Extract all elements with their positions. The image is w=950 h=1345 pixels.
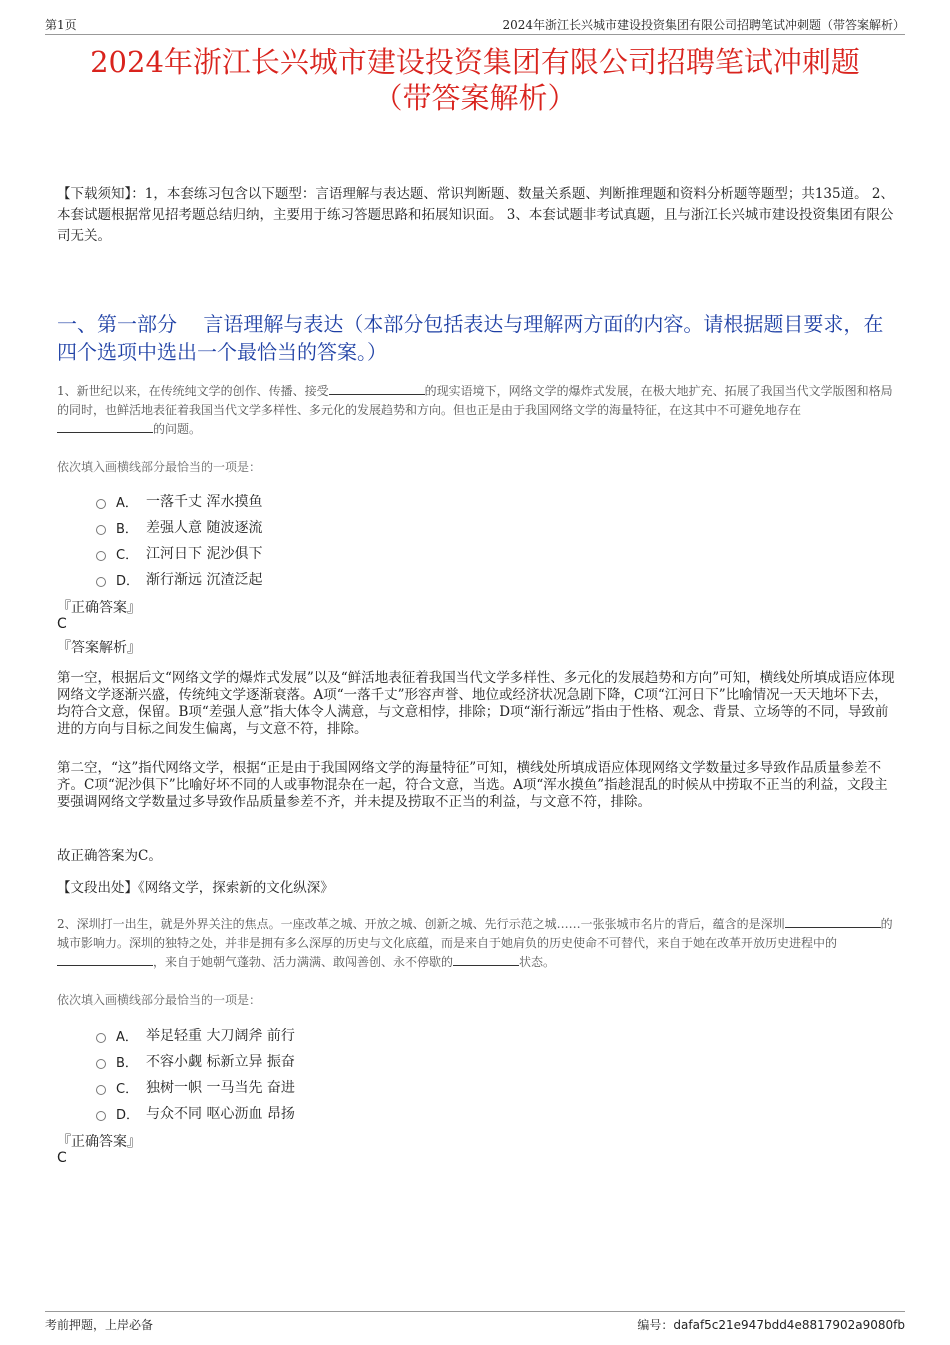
- radio-icon[interactable]: [96, 1111, 106, 1121]
- blank-line: [329, 382, 425, 395]
- radio-icon[interactable]: [96, 525, 106, 535]
- title-line-1: 2024年浙江长兴城市建设投资集团有限公司招聘笔试冲刺题: [90, 45, 860, 79]
- document-title: [40, 44, 910, 116]
- analysis-paragraph-2: 第二空，“这”指代网络文学，根据“正是由于我国网络文学的海量特征”可知，横线处所填成语应体现网络文学数量过多导致作品质量参差不齐。C项“泥沙俱下”比喻好坏不同的人或事物混杂在一起，符合文意，当选。A项“浑水摸鱼”指趁混乱的时候从中捞取不正当的利益，文段主要强调网络文学数量过多导致作品质量参差不齐，并未提及捞取不正当的利益，与文意不符，排除。: [57, 760, 888, 810]
- document-code: 编号：dafaf5c21e947bdd4e8817902a9080fb: [637, 1318, 905, 1332]
- text-source: 【文段出处】《网络文学，探索新的文化纵深》: [57, 880, 334, 896]
- analysis-paragraph-1: 第一空，根据后文“网络文学的爆炸式发展”以及“鲜活地表征着我国当代文学多样性、多元化的发展趋势和方向”可知，横线处所填成语应体现网络文学逐渐兴盛，传统纯文学逐渐衰落。A项“一落千丈”形容声誉、地位或经济状况急剧下降，C项“江河日下”比喻情况一天天地坏下去，均符合文意，保留。B项“差强人意”指大体令人满意，与文意相悖，排除；D项“渐行渐远”指由于性格、观念、背景、立场等的不同，导致前进的方向与目标之间发生偏离，与文意不符，排除。: [57, 670, 895, 737]
- page-number: 第1页: [45, 18, 77, 32]
- question-2-prompt: 依次填入画横线部分最恰当的一项是：: [57, 993, 262, 1007]
- analysis-conclusion: 故正确答案为C。: [57, 848, 162, 864]
- question-2-stem: 2、深圳打一出生，就是外界关注的焦点。一座改革之城、开放之城、创新之城、先行示范之城……一张张城市名片的背后，蕴含的是深圳 的城市影响力。深圳的独特之处，并非是拥有多么深厚的历史与文化底蕴，而是来自于她肩负的历史使命不可替代，来自于她在改革开放历史进程中的，来自于她朝气蓬勃、活力满满、敢闯善创、永不停歇的 状态。: [57, 917, 893, 969]
- option-d[interactable]: D． 与众不同 呕心沥血 昂扬: [96, 1100, 295, 1126]
- blank-line: [57, 420, 153, 433]
- section-heading: 一、第一部分 言语理解与表达（本部分包括表达与理解两方面的内容。请根据题目要求，在四个选项中选出一个最恰当的答案。）: [57, 312, 884, 364]
- option-b[interactable]: B． 差强人意 随波逐流: [96, 514, 262, 540]
- option-a[interactable]: A． 举足轻重 大刀阔斧 前行: [96, 1022, 295, 1048]
- question-2-options: [96, 1022, 295, 1126]
- option-c[interactable]: C． 江河日下 泥沙俱下: [96, 540, 262, 566]
- radio-icon[interactable]: [96, 499, 106, 509]
- option-d[interactable]: D． 渐行渐远 沉渣泛起: [96, 566, 262, 592]
- answer-value: C: [57, 1150, 67, 1166]
- radio-icon[interactable]: [96, 1033, 106, 1043]
- blank-line: [453, 953, 519, 966]
- question-1-options: [96, 488, 262, 592]
- title-line-2: （带答案解析）: [373, 81, 577, 115]
- radio-icon[interactable]: [96, 577, 106, 587]
- radio-icon[interactable]: [96, 551, 106, 561]
- answer-label: 『正确答案』: [57, 1134, 141, 1150]
- header-title: 2024年浙江长兴城市建设投资集团有限公司招聘笔试冲刺题（带答案解析）: [502, 18, 905, 32]
- page-footer: [45, 1311, 905, 1334]
- radio-icon[interactable]: [96, 1059, 106, 1069]
- option-b[interactable]: B． 不容小觑 标新立异 振奋: [96, 1048, 295, 1074]
- option-a[interactable]: A． 一落千丈 浑水摸鱼: [96, 488, 262, 514]
- footer-slogan: 考前押题，上岸必备: [45, 1318, 154, 1332]
- question-1-stem: 1、新世纪以来，在传统纯文学的创作、传播、接受 的现实语境下，网络文学的爆炸式发展，在极大地扩充、拓展了我国当代文学版图和格局的同时，也鲜活地表征着我国当代文学多样性、多元化的发展趋势和方向。但也正是由于我国网络文学的海量特征，在这其中不可避免地存在的问题。: [57, 384, 893, 436]
- blank-line: [785, 915, 881, 928]
- option-c[interactable]: C． 独树一帜 一马当先 奋进: [96, 1074, 295, 1100]
- question-1-prompt: 依次填入画横线部分最恰当的一项是：: [57, 460, 262, 474]
- answer-value: C: [57, 616, 67, 632]
- blank-line: [57, 953, 153, 966]
- page-header: [45, 14, 905, 35]
- download-notice: 【下载须知】：1，本套练习包含以下题型：言语理解与表达题、常识判断题、数量关系题、判断推理题和资料分析题等题型；共135道。 2、本套试题根据常见招考题总结归纳，主要用于练习答题思路和拓展知识面。 3、本套试题非考试真题，且与浙江长兴城市建设投资集团有限公司无关。: [57, 186, 894, 244]
- answer-label: 『正确答案』: [57, 600, 141, 616]
- analysis-label: 『答案解析』: [57, 640, 141, 656]
- radio-icon[interactable]: [96, 1085, 106, 1095]
